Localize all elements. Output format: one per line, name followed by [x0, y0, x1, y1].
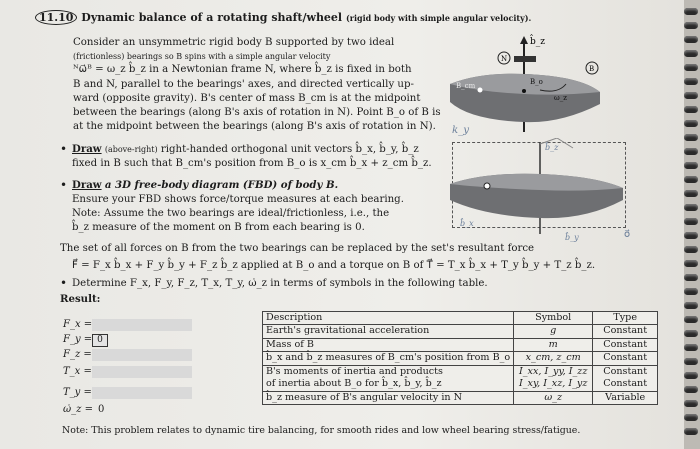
bo-label: B_o [530, 78, 543, 86]
table-cell-desc: b̂_z measure of B's angular velocity in N [263, 391, 514, 405]
result-label-fz: F_z = [63, 349, 92, 360]
spiral-coil [684, 218, 698, 225]
spiral-coil [684, 64, 698, 71]
result-row [63, 366, 92, 379]
answer-value-wz[interactable]: 0 [98, 404, 105, 415]
omega-label: ω_z [554, 94, 567, 102]
result-label-ty: T_y = [63, 387, 92, 398]
spiral-binding [684, 0, 700, 449]
bullet2-line1 [72, 179, 338, 192]
spiral-coil [684, 330, 698, 337]
table-header-row [263, 312, 658, 325]
spiral-coil [684, 302, 698, 309]
bz-arrow-head [520, 36, 528, 44]
fbd-by-label: b̂_y [565, 233, 579, 242]
spiral-coil [684, 204, 698, 211]
spiral-coil [684, 92, 698, 99]
problem-title: Dynamic balance of a rotating shaft/wheel [81, 11, 343, 24]
bullet2-line2: Ensure your FBD shows force/torque measures at each bearing. [72, 194, 404, 205]
spiral-coil [684, 316, 698, 323]
spiral-coil [684, 246, 698, 253]
bullet-dot: • [60, 178, 68, 192]
intro-line: (frictionless) bearings so B spins with a simple angular velocity [73, 52, 331, 61]
bullet2-text: a 3D free-body diagram (FBD) of body B. [104, 179, 339, 191]
table-header-desc: Description [263, 312, 514, 325]
fbd-figure [445, 138, 630, 248]
bz-label: b̂_z [530, 37, 546, 47]
intro-line: Consider an unsymmetric rigid body B supported by two ideal [73, 37, 395, 48]
table-cell-desc: of inertia about B_o for b̂_x, b̂_y, b̂_z [263, 378, 514, 391]
spiral-coil [684, 36, 698, 43]
bullet1-lead: Draw [72, 143, 102, 155]
spiral-coil [684, 372, 698, 379]
spiral-coil [684, 414, 698, 421]
result-label-fy: F_y = [63, 334, 93, 345]
table-row [263, 352, 658, 366]
result-label-wz: ω̇_z = [63, 404, 93, 415]
table-cell-type: Constant [593, 365, 658, 378]
spiral-coil [684, 386, 698, 393]
table-cell-symbol: I_xx, I_yy, I_zz [514, 365, 593, 378]
bullet-dot: • [60, 276, 68, 290]
spiral-coil [684, 134, 698, 141]
intro-line: at the midpoint between the bearings (along B's axis of rotation in N). [73, 121, 436, 132]
table-cell-type: Constant [593, 325, 658, 339]
table-cell-type: Variable [593, 391, 658, 405]
answer-box-fy[interactable]: 0 [92, 334, 108, 347]
spiral-coil [684, 358, 698, 365]
spiral-coil [684, 232, 698, 239]
table-row [263, 365, 658, 378]
handwritten-ky: k_y [452, 125, 470, 136]
spiral-coil [684, 120, 698, 127]
fbd-bcm [484, 183, 490, 189]
spiral-coil [684, 274, 698, 281]
intro-line: ᴺω⃗ᴮ = ω_z b̂_z in a Newtonian frame N, where b̂_z is fixed in both [73, 64, 412, 75]
intro-line: between the bearings (along B's axis of rotation in N). Point B_o of B is [73, 107, 441, 118]
symbols-table [262, 311, 658, 405]
spiral-coil [684, 190, 698, 197]
intro-line: ward (opposite gravity). B's center of mass B_cm is at the midpoint [73, 93, 421, 104]
result-label: Result: [60, 293, 101, 305]
upper-bearing [514, 56, 536, 62]
result-row [63, 387, 92, 400]
intro-line: B and N, parallel to the bearings' axes, and directed vertically up- [73, 79, 414, 90]
table-cell-symbol: I_xy, I_xz, I_yz [514, 378, 593, 391]
bullet-dot: • [60, 142, 68, 156]
bullet2-line4: b̂_z measure of the moment on B from each bearing is 0. [72, 222, 365, 233]
bullet1-note: (above-right) [104, 145, 158, 154]
result-row [63, 319, 92, 332]
answer-blank-fx[interactable] [92, 319, 192, 331]
bcm-label: B_cm [456, 82, 476, 90]
determine-line: Determine F_x, F_y, F_z, T_x, T_y, ω̇_z in terms of symbols in the following table. [72, 278, 488, 289]
table-cell-type: Constant [593, 352, 658, 366]
bullet1-line2: fixed in B such that B_cm's position from B_o is x_cm b̂_x + z_cm b̂_z. [72, 158, 432, 169]
problem-heading [35, 10, 531, 25]
footer-note: Note: This problem relates to dynamic tire balancing, for smooth rides and low wheel bearing stress/fatigue. [62, 425, 581, 436]
table-cell-symbol: g [514, 325, 593, 339]
spiral-coil [684, 106, 698, 113]
table-cell-type: Constant [593, 378, 658, 391]
table-cell-desc: B's moments of inertia and products [263, 365, 514, 378]
result-row [63, 334, 92, 347]
resultant-line2: F⃗ = F_x b̂_x + F_y b̂_y + F_z b̂_z applied at B_o and a torque on B of T⃗ = T_x b̂_x + T_y b̂_y + T_z b̂_z. [72, 260, 596, 271]
spiral-coil [684, 176, 698, 183]
spiral-coil [684, 428, 698, 435]
table-row [263, 338, 658, 352]
table-cell-symbol: ω_z [514, 391, 593, 405]
table-cell-symbol: x_cm, z_cm [514, 352, 593, 366]
fbd-bx-label: b̂_x [460, 219, 474, 228]
bcm-dot [478, 88, 483, 93]
spiral-coil [684, 162, 698, 169]
table-cell-symbol: m [514, 338, 593, 352]
answer-blank-tx[interactable] [92, 366, 192, 378]
spiral-coil [684, 8, 698, 15]
answer-blank-fz[interactable] [92, 349, 192, 361]
table-cell-desc: Earth's gravitational acceleration [263, 325, 514, 339]
answer-blank-ty[interactable] [92, 387, 192, 399]
table-cell-desc: b̂_x and b̂_z measures of B_cm's position from B_o [263, 352, 514, 366]
spiral-coil [684, 260, 698, 267]
problem-title-note: (rigid body with simple angular velocity). [345, 13, 532, 23]
problem-number: 11.10 [35, 10, 77, 25]
table-cell-desc: Mass of B [263, 338, 514, 352]
fbd-bz-label: b̂_z [545, 143, 559, 152]
spiral-coil [684, 78, 698, 85]
table-header-type: Type [593, 312, 658, 325]
spiral-coil [684, 22, 698, 29]
spiral-coil [684, 344, 698, 351]
spiral-coil [684, 288, 698, 295]
resultant-line1: The set of all forces on B from the two bearings can be replaced by the set's resultant force [60, 243, 535, 254]
bullet2-lead: Draw [72, 179, 102, 191]
result-row [63, 404, 93, 417]
n-label: N [501, 55, 508, 63]
spiral-coil [684, 50, 698, 57]
table-row [263, 378, 658, 391]
spiral-coil [684, 148, 698, 155]
result-label-tx: T_x = [63, 366, 92, 377]
handwritten-o: o⃗ [624, 229, 631, 240]
bullet2-line3: Note: Assume the two bearings are ideal/frictionless, i.e., the [72, 208, 390, 219]
b-label: B [589, 65, 595, 73]
bullet1-text: right-handed orthogonal unit vectors b̂_x, b̂_y, b̂_z [160, 144, 419, 155]
table-cell-type: Constant [593, 338, 658, 352]
result-row [63, 349, 92, 362]
table-row [263, 391, 658, 405]
bullet1-line1 [72, 143, 419, 156]
spiral-coil [684, 400, 698, 407]
table-header-symbol: Symbol [514, 312, 593, 325]
result-label-fx: F_x = [63, 319, 93, 330]
table-row [263, 325, 658, 339]
bo-dot [522, 89, 526, 93]
